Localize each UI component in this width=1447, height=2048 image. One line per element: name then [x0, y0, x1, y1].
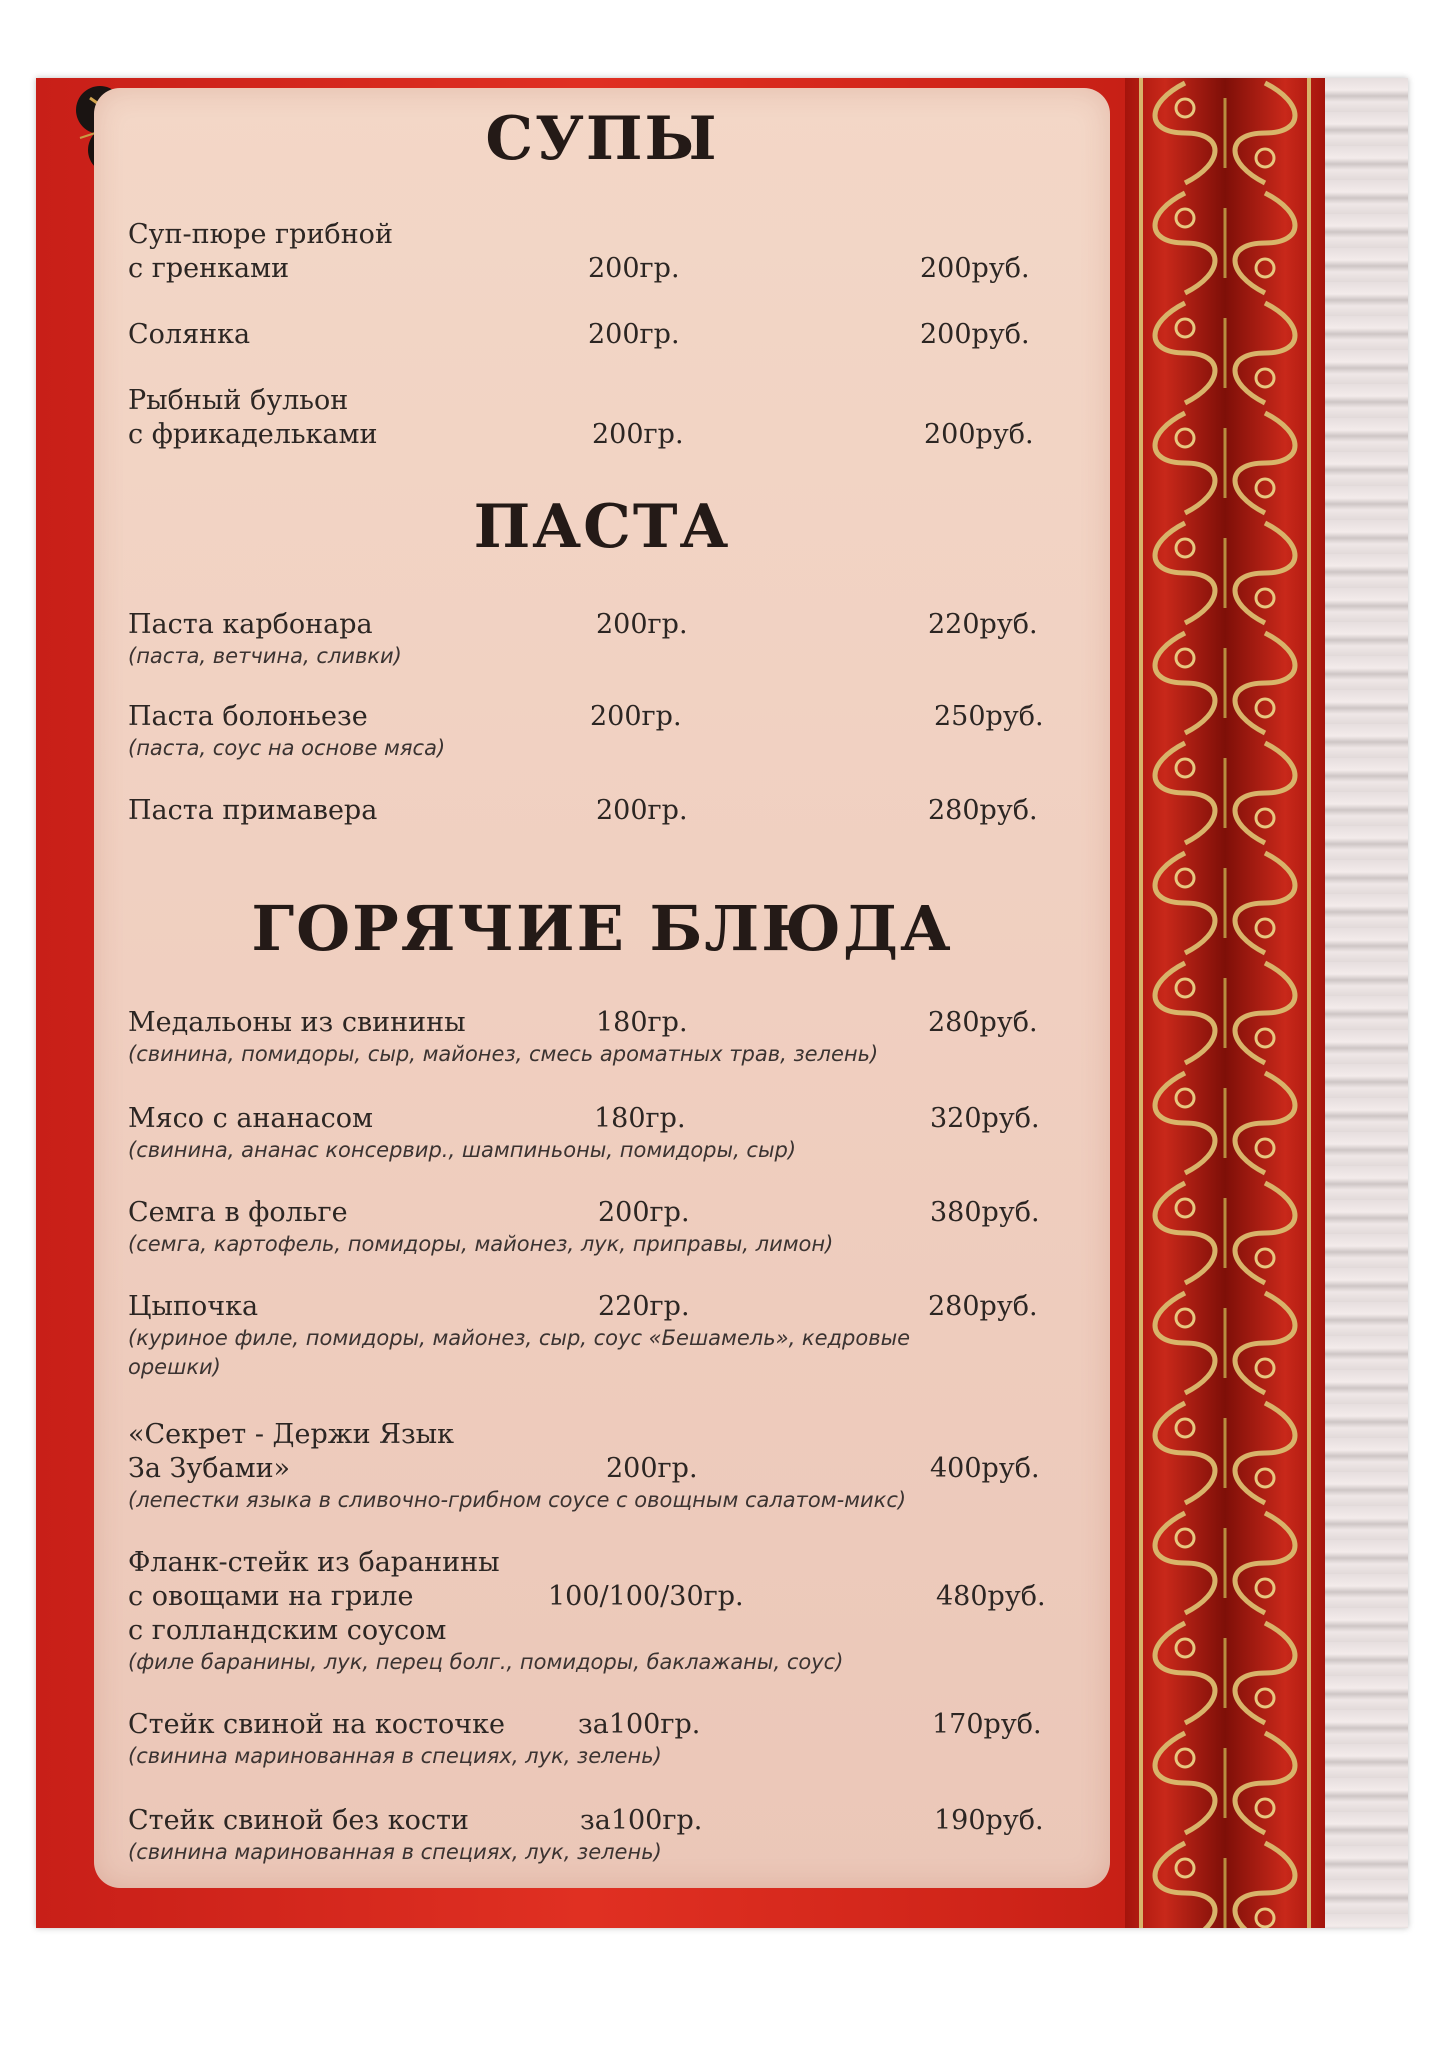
- item-weight: 200гр.: [590, 701, 682, 732]
- menu-item: [128, 1196, 1088, 1259]
- item-price: 200руб.: [920, 253, 1030, 284]
- item-name: Стейк свиной без кости: [128, 1805, 469, 1836]
- item-weight: 200гр.: [596, 795, 688, 826]
- item-description: (филе баранины, лук, перец болг., помидоры, баклажаны, соус): [128, 1650, 844, 1674]
- item-price: 250руб.: [934, 701, 1044, 732]
- item-name: Солянка: [128, 319, 251, 350]
- item-name: Цыпочка: [128, 1291, 259, 1322]
- item-description: (свинина, ананас консервир., шампиньоны, помидоры, сыр): [128, 1138, 797, 1162]
- item-weight: 180гр.: [594, 1103, 686, 1134]
- item-weight: 100/100/30гр.: [548, 1581, 744, 1612]
- section-title-pasta: ПАСТА: [473, 492, 731, 562]
- item-price: 280руб.: [928, 795, 1038, 826]
- item-weight: 180гр.: [596, 1007, 688, 1038]
- item-description: (паста, соус на основе мяса): [128, 736, 446, 760]
- section-title-soups: СУПЫ: [485, 104, 719, 174]
- plastic-sleeve: [1325, 78, 1408, 1928]
- menu-item: [128, 1006, 1088, 1069]
- item-name: Рыбный бульон с фрикадельками: [128, 385, 378, 450]
- item-weight: 200гр.: [596, 609, 688, 640]
- section-title-hot-dishes: ГОРЯЧИЕ БЛЮДА: [251, 892, 953, 965]
- menu-item: [128, 1804, 1088, 1867]
- item-description: (паста, ветчина, сливки): [128, 644, 402, 668]
- item-price: 280руб.: [928, 1007, 1038, 1038]
- item-name: Медальоны из свинины: [128, 1007, 466, 1038]
- item-price: 200руб.: [924, 419, 1034, 450]
- item-price: 400руб.: [930, 1453, 1040, 1484]
- item-price: 170руб.: [932, 1709, 1042, 1740]
- item-name: Семга в фольге: [128, 1197, 348, 1228]
- ornament-pattern: [1125, 78, 1325, 1928]
- menu-item: [128, 700, 1088, 763]
- item-name: Суп-пюре грибной с гренками: [128, 219, 393, 284]
- item-price: 220руб.: [928, 609, 1038, 640]
- item-weight: за100гр.: [578, 1709, 701, 1740]
- item-description: (куриное филе, помидоры, майонез, сыр, соус «Бешамель», кедровые орешки): [128, 1326, 911, 1379]
- item-weight: 200гр.: [588, 319, 680, 350]
- item-price: 320руб.: [930, 1103, 1040, 1134]
- item-weight: 200гр.: [606, 1453, 698, 1484]
- item-price: 280руб.: [928, 1291, 1038, 1322]
- ornament-border: [1125, 78, 1325, 1928]
- menu-item: [128, 1102, 1088, 1165]
- menu-item: [128, 608, 1088, 671]
- item-weight: 200гр.: [598, 1197, 690, 1228]
- item-name: Мясо с ананасом: [128, 1103, 374, 1134]
- menu-item: [128, 1708, 1088, 1771]
- item-name: Паста карбонара: [128, 609, 373, 640]
- item-price: 200руб.: [920, 319, 1030, 350]
- item-description: (свинина маринованная в специях, лук, зелень): [128, 1744, 662, 1768]
- menu-item: [128, 218, 1088, 286]
- item-description: (лепестки языка в сливочно-грибном соусе с овощным салатом-микс): [128, 1488, 907, 1512]
- item-price: 480руб.: [936, 1581, 1046, 1612]
- item-weight: за100гр.: [580, 1805, 703, 1836]
- item-description: (семга, картофель, помидоры, майонез, лук, приправы, лимон): [128, 1232, 834, 1256]
- menu-item: [128, 1290, 1088, 1382]
- menu-item: [128, 318, 1088, 352]
- menu-item: [128, 1418, 1088, 1515]
- item-name: «Секрет - Держи Язык За Зубами»: [128, 1419, 455, 1484]
- item-name: Паста примавера: [128, 795, 378, 826]
- item-price: 190руб.: [934, 1805, 1044, 1836]
- item-name: Фланк-стейк из баранины с овощами на гриле с голландским соусом: [128, 1547, 500, 1646]
- menu-item: [128, 794, 1088, 828]
- menu-item: [128, 1546, 1088, 1677]
- item-name: Паста болоньезе: [128, 701, 368, 732]
- menu-content-panel: [94, 88, 1110, 1888]
- item-price: 380руб.: [930, 1197, 1040, 1228]
- item-weight: 200гр.: [592, 419, 684, 450]
- item-weight: 220гр.: [598, 1291, 690, 1322]
- menu-item: [128, 384, 1088, 452]
- item-description: (свинина, помидоры, сыр, майонез, смесь ароматных трав, зелень): [128, 1042, 879, 1066]
- item-weight: 200гр.: [588, 253, 680, 284]
- item-name: Стейк свиной на косточке: [128, 1709, 505, 1740]
- item-description: (свинина маринованная в специях, лук, зелень): [128, 1840, 662, 1864]
